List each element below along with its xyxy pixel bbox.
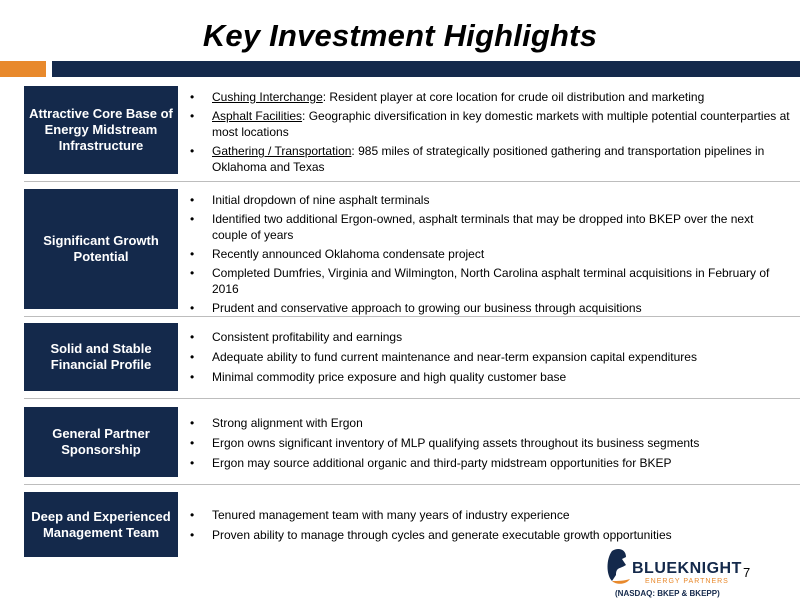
bullet-item: • Minimal commodity price exposure and high quality customer base: [190, 369, 790, 385]
section-bullets-management: [190, 507, 790, 546]
bullet-item: • Tenured management team with many years of industry experience: [190, 507, 790, 523]
section-divider: [24, 316, 800, 317]
section-label-management: Deep and Experienced Management Team: [24, 492, 178, 557]
bullet-item: • Asphalt Facilities: Geographic diversification in key domestic markets with multiple potential counterparties at most locations: [190, 108, 790, 140]
section-label-sponsorship: General Partner Sponsorship: [24, 407, 178, 477]
page-number: 7: [743, 565, 751, 580]
accent-bar-orange: [0, 61, 46, 77]
logo-subtitle: ENERGY PARTNERS: [645, 578, 729, 585]
accent-bar-navy: [52, 61, 800, 77]
section-label-growth: Significant Growth Potential: [24, 189, 178, 309]
ticker-label: (NASDAQ: BKEP & BKEPP): [615, 589, 720, 598]
bullet-item: • Cushing Interchange: Resident player at core location for crude oil distribution and marketing: [190, 89, 790, 105]
section-bullets-financial: [190, 329, 790, 388]
bullet-item: • Prudent and conservative approach to growing our business through acquisitions: [190, 300, 790, 316]
bullet-item: • Consistent profitability and earnings: [190, 329, 790, 345]
section-divider: [24, 398, 800, 399]
section-divider: [24, 181, 800, 182]
bullet-item: • Ergon owns significant inventory of MLP qualifying assets throughout its business segments: [190, 435, 790, 451]
bullet-item: • Strong alignment with Ergon: [190, 415, 790, 431]
bullet-item: • Initial dropdown of nine asphalt terminals: [190, 192, 790, 208]
section-bullets-core-base: [190, 89, 790, 178]
bullet-item: • Adequate ability to fund current maintenance and near-term expansion capital expenditures: [190, 349, 790, 365]
section-bullets-sponsorship: [190, 415, 790, 474]
section-label-financial: Solid and Stable Financial Profile: [24, 323, 178, 391]
bullet-item: • Ergon may source additional organic and third-party midstream opportunities for BKEP: [190, 455, 790, 471]
page-title: Key Investment Highlights: [202, 18, 598, 53]
section-label-core-base: Attractive Core Base of Energy Midstream Infrastructure: [24, 86, 178, 174]
bullet-item: • Gathering / Transportation: 985 miles of strategically positioned gathering and transportation pipelines in Oklahoma and Texas: [190, 143, 790, 175]
bullet-item: • Completed Dumfries, Virginia and Wilmington, North Carolina asphalt terminal acquisitions in February of 2016: [190, 265, 790, 297]
section-bullets-growth: [190, 192, 790, 319]
bullet-item: • Recently announced Oklahoma condensate project: [190, 246, 790, 262]
bullet-item: • Identified two additional Ergon-owned, asphalt terminals that may be dropped into BKEP over the next couple of years: [190, 211, 790, 243]
logo-wordmark: BLUEKNIGHT: [632, 560, 742, 577]
bullet-item: • Proven ability to manage through cycles and generate executable growth opportunities: [190, 527, 790, 543]
blueknight-logo-icon: [604, 545, 634, 585]
section-divider: [24, 484, 800, 485]
